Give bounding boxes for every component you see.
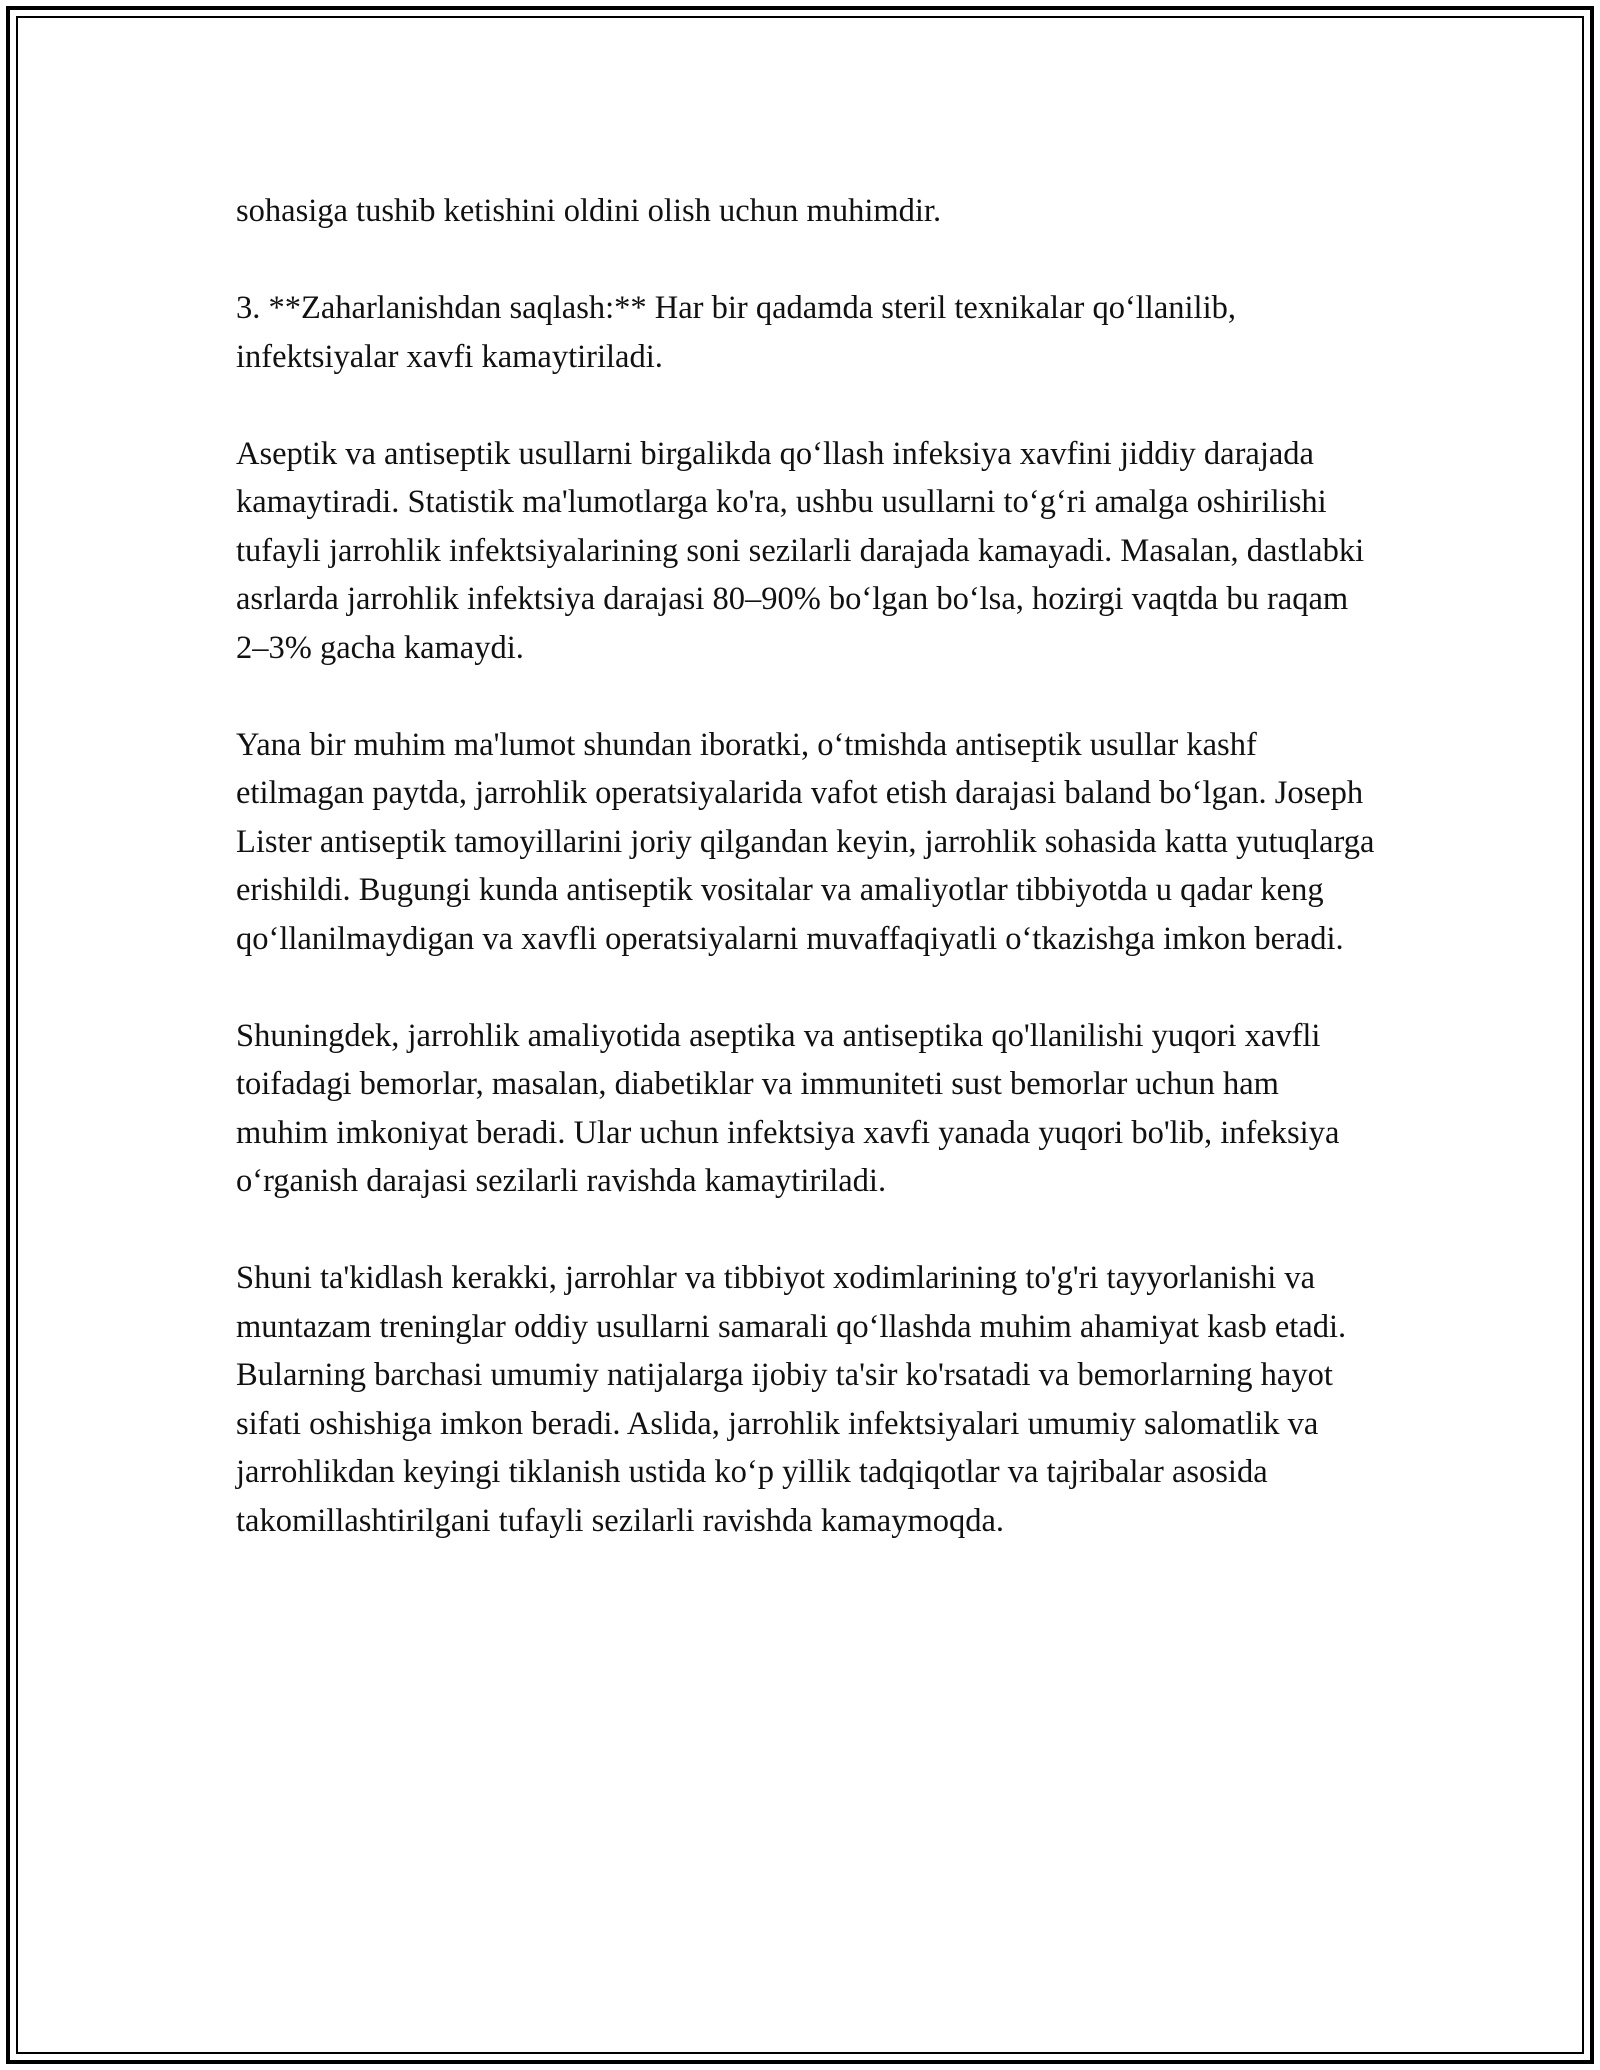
document-body — [236, 187, 1376, 1594]
paragraph-history: Yana bir muhim ma'lumot shundan iboratki, o‘tmishda antiseptik usullar kashf etilmagan paytda, jarrohlik operatsiyalarida vafot etish darajasi baland bo‘lgan. Joseph Lister antiseptik tamoyillarini joriy qilgandan keyin, jarrohlik sohasida katta yutuqlarga erishildi. Bugungi kunda antiseptik vositalar va amaliyotlar tibbiyotda u qadar keng qo‘llanilmaydigan va xavfli operatsiyalarni muvaffaqiyatli o‘tkazishga imkon beradi. — [236, 726, 1375, 957]
paragraph-list-item-3: 3. **Zaharlanishdan saqlash:** Har bir qadamda steril texnikalar qo‘llanilib, infektsiyalar xavfi kamaytiriladi. — [236, 290, 1236, 375]
paragraph-continuation: sohasiga tushib ketishini oldini olish uchun muhimdir. — [236, 193, 942, 229]
paragraph-statistics: Aseptik va antiseptik usullarni birgalikda qo‘llash infeksiya xavfini jiddiy darajada kamaytiradi. Statistik ma'lumotlarga ko'ra, ushbu usullarni to‘g‘ri amalga oshirilishi tufayli jarrohlik infektsiyalarining soni sezilarli darajada kamayadi. Masalan, dastlabki asrlarda jarrohlik infektsiya darajasi 80–90% bo‘lgan bo‘lsa, hozirgi vaqtda bu raqam 2–3% gacha kamaydi. — [236, 435, 1365, 666]
paragraph-training: Shuni ta'kidlash kerakki, jarrohlar va tibbiyot xodimlarining to'g'ri tayyorlanishi va muntazam treninglar oddiy usullarni samarali qo‘llashda muhim ahamiyat kasb etadi. Bularning barchasi umumiy natijalarga ijobiy ta'sir ko'rsatadi va bemorlarning hayot sifati oshishiga imkon beradi. Aslida, jarrohlik infektsiyalari umumiy salomatlik va jarrohlikdan keyingi tiklanish ustida ko‘p yillik tadqiqotlar va tajribalar asosida takomillashtirilgani tufayli sezilarli ravishda kamaymoqda. — [236, 1260, 1347, 1539]
paragraph-high-risk-patients: Shuningdek, jarrohlik amaliyotida aseptika va antiseptika qo'llanilishi yuqori xavfli toifadagi bemorlar, masalan, diabetiklar va immuniteti sust bemorlar uchun ham muhim imkoniyat beradi. Ular uchun infektsiya xavfi yanada yuqori bo'lib, infeksiya o‘rganish darajasi sezilarli ravishda kamaytiriladi. — [236, 1017, 1340, 1199]
